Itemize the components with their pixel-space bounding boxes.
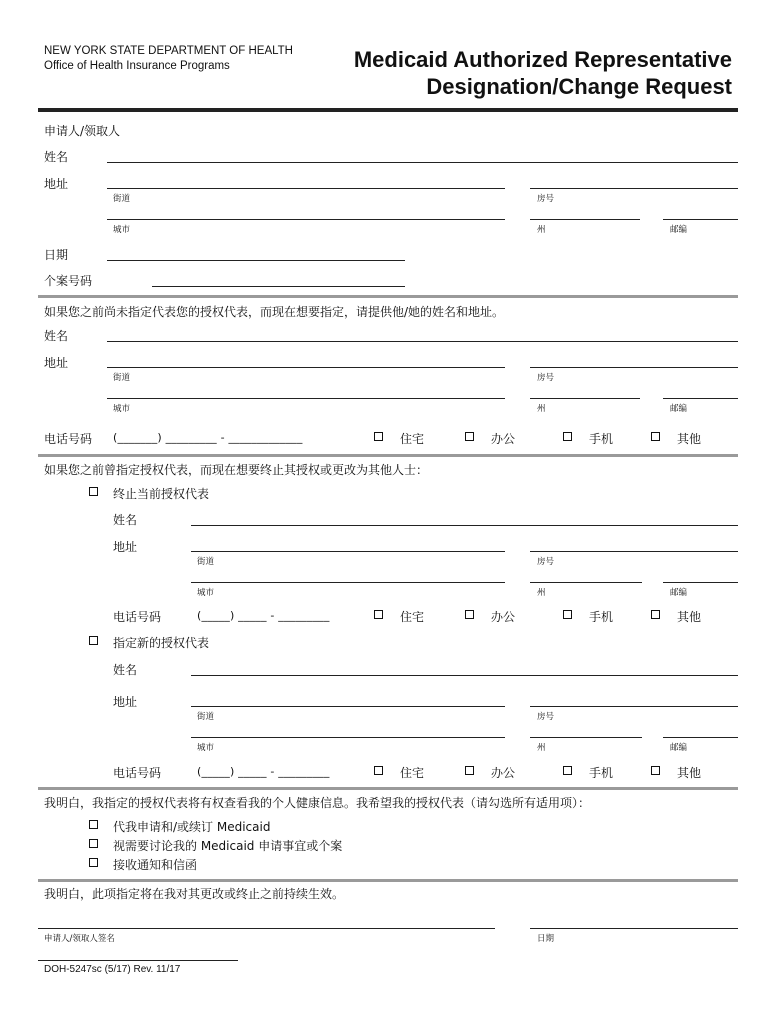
replacement-rep-phone-other-label: 其他 xyxy=(677,766,702,780)
new-rep-street-field[interactable] xyxy=(107,367,505,368)
new-rep-address-label: 地址 xyxy=(44,356,69,370)
new-rep-phone-field[interactable]: (_______) _________ - _____________ xyxy=(113,431,303,444)
replacement-rep-phone-label: 电话号码 xyxy=(113,766,162,780)
footer-divider xyxy=(38,960,238,961)
replacement-rep-name-label: 姓名 xyxy=(113,663,138,677)
replacement-rep-phone-mobile-checkbox[interactable] xyxy=(563,766,572,775)
applicant-state-label: 州 xyxy=(537,225,546,235)
signature-date-field[interactable] xyxy=(530,928,738,929)
replacement-rep-zip-label: 邮编 xyxy=(670,743,688,753)
replacement-rep-city-field[interactable] xyxy=(191,737,505,738)
current-rep-phone-mobile-label: 手机 xyxy=(589,610,614,624)
current-rep-street-label: 街道 xyxy=(197,557,215,567)
applicant-heading: 申请人/领取人 xyxy=(44,124,121,138)
replacement-rep-address-label: 地址 xyxy=(113,695,138,709)
form-title-line2: Designation/Change Request xyxy=(426,74,732,99)
agency-office: Office of Health Insurance Programs xyxy=(44,60,230,72)
applicant-apt-field[interactable] xyxy=(530,188,738,189)
replacement-rep-phone-field[interactable]: (_____) _____ - _________ xyxy=(197,765,330,778)
form-title xyxy=(354,46,732,100)
replacement-rep-phone-office-label: 办公 xyxy=(491,766,516,780)
current-rep-phone-other-label: 其他 xyxy=(677,610,702,624)
applicant-city-field[interactable] xyxy=(107,219,505,220)
new-rep-street-label: 街道 xyxy=(113,373,131,383)
replacement-rep-name-field[interactable] xyxy=(191,675,738,676)
replacement-rep-street-label: 街道 xyxy=(197,712,215,722)
replacement-rep-phone-other-checkbox[interactable] xyxy=(651,766,660,775)
terminate-rep-label: 终止当前授权代表 xyxy=(113,487,210,501)
current-rep-phone-mobile-checkbox[interactable] xyxy=(563,610,572,619)
replacement-rep-phone-mobile-label: 手机 xyxy=(589,766,614,780)
new-rep-phone-other-checkbox[interactable] xyxy=(651,432,660,441)
current-rep-city-field[interactable] xyxy=(191,582,505,583)
applicant-name-label: 姓名 xyxy=(44,150,69,164)
new-rep-state-field[interactable] xyxy=(530,398,640,399)
consent-apply-checkbox[interactable] xyxy=(89,820,98,829)
consent-intro: 我明白，我指定的授权代表将有权查看我的个人健康信息。我希望我的授权代表（请勾选所有适用项）： xyxy=(44,796,591,810)
replacement-rep-apt-field[interactable] xyxy=(530,706,738,707)
current-rep-phone-label: 电话号码 xyxy=(113,610,162,624)
consent-discuss-checkbox[interactable] xyxy=(89,839,98,848)
current-rep-phone-other-checkbox[interactable] xyxy=(651,610,660,619)
new-rep-apt-field[interactable] xyxy=(530,367,738,368)
applicant-address-label: 地址 xyxy=(44,177,69,191)
applicant-name-field[interactable] xyxy=(107,162,738,163)
replacement-rep-phone-home-label: 住宅 xyxy=(400,766,425,780)
signature-field[interactable] xyxy=(38,928,495,929)
new-rep-phone-other-label: 其他 xyxy=(677,432,702,446)
new-rep-phone-office-label: 办公 xyxy=(491,432,516,446)
applicant-date-label: 日期 xyxy=(44,248,69,262)
new-rep-phone-mobile-checkbox[interactable] xyxy=(563,432,572,441)
consent-notices-label: 接收通知和信函 xyxy=(113,858,198,872)
current-rep-city-label: 城市 xyxy=(197,588,215,598)
applicant-case-field[interactable] xyxy=(152,286,405,287)
agency-block xyxy=(44,44,293,74)
current-rep-phone-home-label: 住宅 xyxy=(400,610,425,624)
current-rep-phone-office-checkbox[interactable] xyxy=(465,610,474,619)
replacement-rep-phone-home-checkbox[interactable] xyxy=(374,766,383,775)
applicant-city-label: 城市 xyxy=(113,225,131,235)
form-id: DOH-5247sc (5/17) Rev. 11/17 xyxy=(44,964,181,975)
new-rep-name-field[interactable] xyxy=(107,341,738,342)
current-rep-state-field[interactable] xyxy=(530,582,642,583)
applicant-state-field[interactable] xyxy=(530,219,640,220)
new-rep-apt-label: 房号 xyxy=(537,373,555,383)
applicant-zip-field[interactable] xyxy=(663,219,738,220)
signature-label: 申请人/领取人签名 xyxy=(44,934,115,944)
consent-discuss-label: 视需要讨论我的 Medicaid 申请事宜或个案 xyxy=(113,839,343,853)
terminate-rep-checkbox[interactable] xyxy=(89,487,98,496)
new-rep-city-label: 城市 xyxy=(113,404,131,414)
designate-new-rep-checkbox[interactable] xyxy=(89,636,98,645)
new-rep-intro: 如果您之前尚未指定代表您的授权代表，而现在想要指定，请提供他/她的姓名和地址。 xyxy=(44,305,505,319)
current-rep-name-label: 姓名 xyxy=(113,513,138,527)
applicant-street-field[interactable] xyxy=(107,188,505,189)
applicant-street-label: 街道 xyxy=(113,194,131,204)
new-rep-phone-mobile-label: 手机 xyxy=(589,432,614,446)
new-rep-name-label: 姓名 xyxy=(44,329,69,343)
section-divider-1 xyxy=(38,295,738,298)
new-rep-phone-label: 电话号码 xyxy=(44,432,93,446)
new-rep-city-field[interactable] xyxy=(107,398,505,399)
signature-date-label: 日期 xyxy=(537,934,555,944)
current-rep-zip-label: 邮编 xyxy=(670,588,688,598)
applicant-apt-label: 房号 xyxy=(537,194,555,204)
replacement-rep-city-label: 城市 xyxy=(197,743,215,753)
current-rep-apt-field[interactable] xyxy=(530,551,738,552)
current-rep-apt-label: 房号 xyxy=(537,557,555,567)
new-rep-phone-office-checkbox[interactable] xyxy=(465,432,474,441)
section-divider-2 xyxy=(38,454,738,457)
new-rep-zip-field[interactable] xyxy=(663,398,738,399)
current-rep-address-label: 地址 xyxy=(113,540,138,554)
header-divider xyxy=(38,108,738,112)
current-rep-street-field[interactable] xyxy=(191,551,505,552)
consent-apply-label: 代我申请和/或续订 Medicaid xyxy=(113,820,271,834)
form-title-line1: Medicaid Authorized Representative xyxy=(353,47,732,72)
replacement-rep-state-field[interactable] xyxy=(530,737,642,738)
new-rep-phone-home-checkbox[interactable] xyxy=(374,432,383,441)
current-rep-phone-field[interactable]: (_____) _____ - _________ xyxy=(197,609,330,622)
replacement-rep-state-label: 州 xyxy=(537,743,546,753)
new-rep-phone-home-label: 住宅 xyxy=(400,432,425,446)
validity-statement: 我明白，此项指定将在我对其更改或终止之前持续生效。 xyxy=(44,887,345,901)
replacement-rep-street-field[interactable] xyxy=(191,706,505,707)
current-rep-zip-field[interactable] xyxy=(663,582,738,583)
applicant-zip-label: 邮编 xyxy=(670,225,688,235)
section-divider-3 xyxy=(38,787,738,790)
current-rep-phone-home-checkbox[interactable] xyxy=(374,610,383,619)
current-rep-phone-office-label: 办公 xyxy=(491,610,516,624)
consent-notices-checkbox[interactable] xyxy=(89,858,98,867)
section-divider-4 xyxy=(38,879,738,882)
applicant-case-label: 个案号码 xyxy=(44,274,93,288)
new-rep-zip-label: 邮编 xyxy=(670,404,688,414)
change-rep-intro: 如果您之前曾指定授权代表，而现在想要终止其授权或更改为其他人士： xyxy=(44,463,429,477)
replacement-rep-phone-office-checkbox[interactable] xyxy=(465,766,474,775)
applicant-date-field[interactable] xyxy=(107,260,405,261)
designate-new-rep-label: 指定新的授权代表 xyxy=(113,636,210,650)
current-rep-name-field[interactable] xyxy=(191,525,738,526)
new-rep-state-label: 州 xyxy=(537,404,546,414)
replacement-rep-apt-label: 房号 xyxy=(537,712,555,722)
current-rep-state-label: 州 xyxy=(537,588,546,598)
agency-name: NEW YORK STATE DEPARTMENT OF HEALTH xyxy=(44,45,293,57)
replacement-rep-zip-field[interactable] xyxy=(663,737,738,738)
